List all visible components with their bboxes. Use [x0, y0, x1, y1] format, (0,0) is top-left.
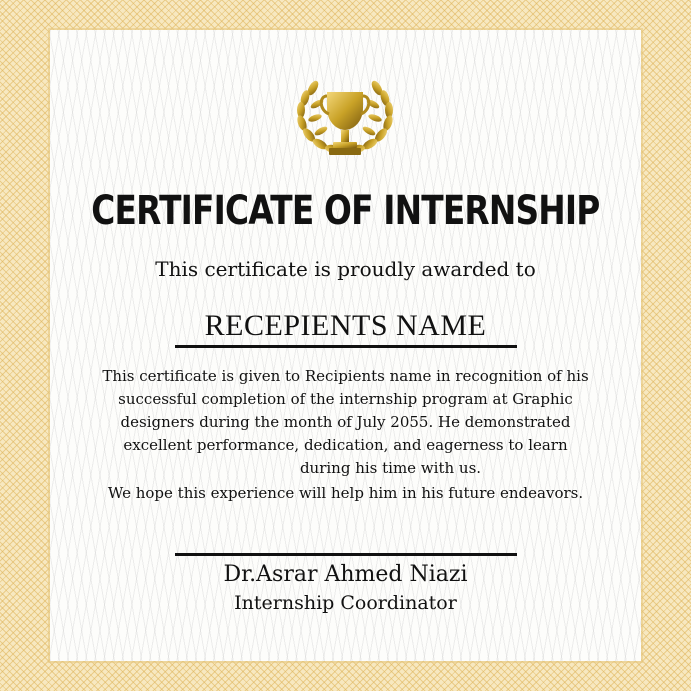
trophy-laurel-icon	[293, 74, 397, 164]
body-line-6: We hope this experience will help him in his future endeavors.	[107, 484, 584, 502]
body-line-3: designers during the month of July 2055. He demonstrated	[120, 413, 571, 431]
signer-name: Dr.Asrar Ahmed Niazi	[223, 562, 468, 587]
recipient-name-underline	[175, 345, 517, 348]
body-line-1: This certificate is given to Recipients name in recognition of his	[102, 367, 589, 385]
awarded-to-text: This certificate is proudly awarded to	[155, 257, 536, 281]
body-line-5: during his time with us.	[299, 459, 482, 477]
certificate-title: CERTIFICATE OF INTERNSHIP	[91, 188, 600, 234]
body-line-4: excellent performance, dedication, and eagerness to learn	[123, 436, 568, 454]
recipient-name: RECEPIENTS NAME	[204, 309, 487, 342]
signer-role: Internship Coordinator	[234, 592, 457, 614]
body-line-2: successful completion of the internship program at Graphic	[118, 390, 573, 408]
signature-line	[175, 553, 517, 556]
